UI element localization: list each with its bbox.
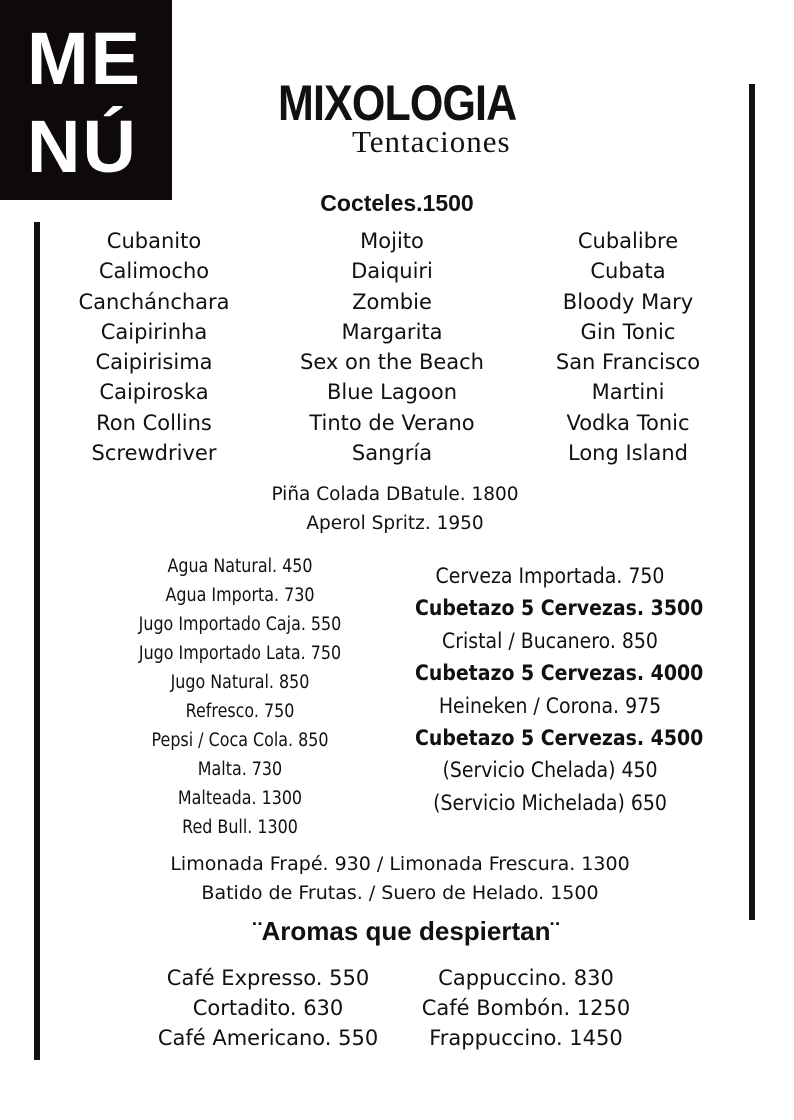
coffee-item: Café Bombón. 1250 bbox=[421, 996, 631, 1020]
soft-drink-item: Agua Importa. 730 bbox=[165, 585, 315, 606]
cocktail-item: Long Island bbox=[568, 441, 688, 466]
lemonade-item: Batido de Frutas. / Suero de Helado. 1500 bbox=[201, 882, 599, 904]
beer-service-item: (Servicio Chelada) 450 bbox=[442, 758, 658, 783]
aromas-heading: ¨Aromas que despiertan¨ bbox=[252, 916, 560, 946]
soft-drink-item: Pepsi / Coca Cola. 850 bbox=[151, 730, 329, 751]
cocktail-item: Canchánchara bbox=[78, 289, 230, 314]
specials-list bbox=[220, 480, 570, 538]
cocktail-item: Blue Lagoon bbox=[326, 380, 458, 405]
beer-bucket-item: Cubetazo 5 Cervezas. 4500 bbox=[415, 725, 704, 750]
cocktail-item: Cubalibre bbox=[577, 229, 679, 253]
page-subtitle: Tentaciones bbox=[352, 124, 511, 159]
beers-list bbox=[400, 560, 704, 819]
soft-drinks-list bbox=[90, 552, 390, 842]
coffee-item: Frappuccino. 1450 bbox=[429, 1026, 623, 1050]
beer-bucket-item: Cubetazo 5 Cervezas. 3500 bbox=[415, 596, 704, 621]
beer-item: Cerveza Importada. 750 bbox=[435, 564, 665, 588]
cocteles-heading: Cocteles.1500 bbox=[320, 190, 474, 216]
soft-drink-item: Jugo Importado Caja. 550 bbox=[138, 614, 342, 635]
cocktail-item: Gin Tonic bbox=[580, 319, 676, 344]
menu-logo-line-2: NÚ bbox=[27, 105, 138, 188]
cocktail-item: Bloody Mary bbox=[562, 289, 694, 314]
cocktail-item: Vodka Tonic bbox=[566, 410, 690, 435]
coffee-item: Café Expresso. 550 bbox=[166, 966, 370, 990]
cocteles-column-2 bbox=[292, 226, 492, 468]
cocktail-item: Cubata bbox=[590, 259, 666, 284]
cocktail-item: Sex on the Beach bbox=[299, 350, 484, 375]
soft-drink-item: Malteada. 1300 bbox=[177, 788, 303, 809]
page-title: MIXOLOGIA bbox=[278, 75, 517, 131]
soft-drink-item: Refresco. 750 bbox=[185, 701, 295, 722]
soft-drink-item: Red Bull. 1300 bbox=[182, 817, 298, 838]
cocktail-item: Cubanito bbox=[106, 229, 202, 253]
cocktail-item: Zombie bbox=[352, 289, 432, 314]
lemonade-list bbox=[130, 850, 670, 908]
soft-drink-item: Jugo Natural. 850 bbox=[170, 672, 310, 693]
cocktail-item: Calimocho bbox=[98, 259, 210, 284]
beer-item: Cristal / Bucanero. 850 bbox=[442, 628, 658, 653]
coffee-column-1 bbox=[140, 963, 396, 1053]
coffee-item: Cortadito. 630 bbox=[192, 996, 344, 1020]
cocktail-item: Screwdriver bbox=[91, 441, 217, 466]
beer-bucket-item: Cubetazo 5 Cervezas. 4000 bbox=[415, 661, 704, 686]
cocktail-item: Caipirisima bbox=[95, 350, 213, 375]
coffee-item: Café Americano. 550 bbox=[157, 1026, 379, 1050]
soft-drink-item: Jugo Importado Lata. 750 bbox=[138, 643, 342, 664]
cocktail-item: Mojito bbox=[360, 229, 424, 253]
lemonade-item: Limonada Frapé. 930 / Limonada Frescura. 1300 bbox=[170, 853, 630, 875]
coffee-item: Cappuccino. 830 bbox=[438, 966, 614, 990]
beer-item: Heineken / Corona. 975 bbox=[438, 693, 662, 718]
cocktail-item: Caipiroska bbox=[99, 380, 209, 405]
cocktail-item: Daiquiri bbox=[351, 259, 433, 284]
cocktail-item: Ron Collins bbox=[96, 410, 212, 435]
soft-drink-item: Agua Natural. 450 bbox=[167, 556, 313, 577]
cocktail-item: Margarita bbox=[341, 319, 443, 344]
cocteles-column-3 bbox=[528, 226, 728, 468]
cocktail-item: Tinto de Verano bbox=[309, 410, 475, 435]
cocktail-item: Caipirinha bbox=[100, 319, 208, 344]
cocktail-item: Martini bbox=[591, 380, 665, 405]
beer-service-item: (Servicio Michelada) 650 bbox=[433, 790, 667, 815]
special-item: Piña Colada DBatule. 1800 bbox=[271, 484, 519, 505]
menu-logo-line-1: ME bbox=[27, 17, 142, 100]
soft-drink-item: Malta. 730 bbox=[197, 759, 283, 780]
special-item: Aperol Spritz. 1950 bbox=[306, 513, 484, 534]
coffee-column-2 bbox=[398, 963, 654, 1053]
cocktail-item: San Francisco bbox=[555, 350, 701, 375]
cocteles-column-1 bbox=[54, 226, 254, 468]
cocktail-item: Sangría bbox=[351, 441, 433, 466]
menu-logo-block bbox=[0, 0, 172, 200]
